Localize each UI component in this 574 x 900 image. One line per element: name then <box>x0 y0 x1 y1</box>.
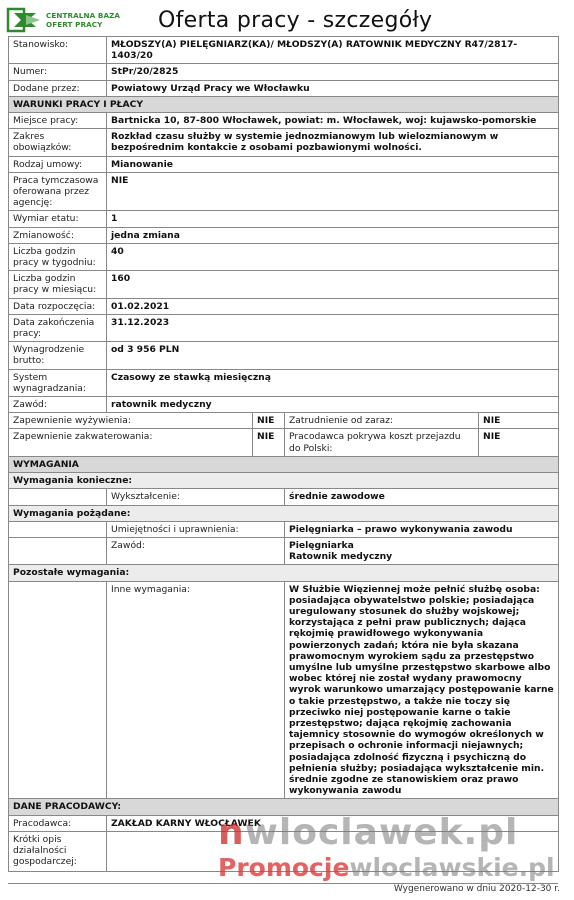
data-zak-label: Data zakończenia pracy: <box>9 314 107 341</box>
numer-label: Numer: <box>9 64 107 80</box>
data-zak-value: 31.12.2023 <box>107 314 559 341</box>
page-title: Oferta pracy - szczegóły <box>158 8 433 33</box>
row-wynagr <box>9 342 559 369</box>
section-wymagania <box>9 456 559 472</box>
row-numer <box>9 64 559 80</box>
godz-tyg-label: Liczba godzin pracy w tygodniu: <box>9 243 107 270</box>
row-godz-tyg <box>9 243 559 270</box>
section-wymagania-title: WYMAGANIA <box>9 456 559 472</box>
godz-tyg-value: 40 <box>107 243 559 270</box>
miejsce-label: Miejsce pracy: <box>9 113 107 129</box>
row-miejsce <box>9 113 559 129</box>
wynagr-value: od 3 956 PLN <box>107 342 559 369</box>
stanowisko-value: MŁODSZY(A) PIELĘGNIARZ(KA)/ MŁODSZY(A) RATOWNIK MEDYCZNY R47/2817-1403/20 <box>107 37 559 64</box>
row-wymiar <box>9 211 559 227</box>
zakres-label: Zakres obowiązków: <box>9 129 107 156</box>
pracodawca-value: ZAKŁAD KARNY WŁOCŁAWEK <box>107 815 559 831</box>
row-pozadane-title <box>9 505 559 521</box>
watermark-line2-a: Promocje <box>218 853 350 882</box>
wyzywienie-value: NIE <box>253 413 285 429</box>
data-rozp-label: Data rozpoczęcia: <box>9 298 107 314</box>
opis-label: Krótki opis działalności gospodarczej: <box>9 831 107 871</box>
zakwater-value: NIE <box>253 429 285 456</box>
row-godz-mies <box>9 271 559 298</box>
miejsce-value: Bartnicka 10, 87-800 Włocławek, powiat: m. Włocławek, woj: kujawsko-pomorskie <box>107 113 559 129</box>
wymiar-value: 1 <box>107 211 559 227</box>
wymiar-label: Wymiar etatu: <box>9 211 107 227</box>
wym-zawod-label: Zawód: <box>107 537 285 564</box>
header <box>0 0 574 38</box>
data-rozp-value: 01.02.2021 <box>107 298 559 314</box>
watermark-promocje <box>218 853 555 882</box>
zawod-label: Zawód: <box>9 397 107 413</box>
tymczasowa-value: NIE <box>107 172 559 211</box>
wym-zawod-value-2: Ratownik medyczny <box>289 551 393 563</box>
system-label: System wynagradzania: <box>9 369 107 396</box>
row-stanowisko <box>9 37 559 64</box>
wym-zawod-value-1: Pielęgniarka <box>289 539 354 551</box>
tymczasowa-label: Praca tymczasowa oferowana przez agencję: <box>9 172 107 211</box>
watermark-line1-b: wloclawek.pl <box>244 812 519 853</box>
pozadane-title: Wymagania pożądane: <box>9 505 559 521</box>
zakres-value: Rozkład czasu służby w systemie jednozmianowym lub wielozmianowym w bezpośrednim kontakcie z osobami pozbawionymi wolności. <box>107 129 559 156</box>
row-konieczne-title <box>9 473 559 489</box>
section-pracodawca-title: DANE PRACODAWCY: <box>9 799 559 815</box>
row-wym-zawod <box>9 537 559 564</box>
section-warunki-title: WARUNKI PRACY I PŁACY <box>9 96 559 112</box>
watermark-line1-a: n <box>218 812 245 853</box>
umowa-value: Mianowanie <box>107 156 559 172</box>
row-data-rozp <box>9 298 559 314</box>
cbop-logo <box>6 7 126 35</box>
row-zakwater <box>9 429 559 456</box>
watermark-nwloclawek <box>218 812 518 853</box>
logo-line-1: CENTRALNA BAZA <box>46 11 121 20</box>
pozostale-title: Pozostałe wymagania: <box>9 565 559 581</box>
offer-table <box>8 36 559 872</box>
cbop-logo-icon <box>6 7 42 33</box>
stanowisko-label: Stanowisko: <box>9 37 107 64</box>
umiejetnosci-value: Pielęgniarka – prawo wykonywania zawodu <box>285 521 559 537</box>
row-wyzywienie <box>9 413 559 429</box>
wyksztalcenie-label: Wykształcenie: <box>107 489 285 505</box>
wyzywienie-label: Zapewnienie wyżywienia: <box>9 413 253 429</box>
wyksztalcenie-value: średnie zawodowe <box>285 489 559 505</box>
godz-mies-label: Liczba godzin pracy w miesiącu: <box>9 271 107 298</box>
godz-mies-value: 160 <box>107 271 559 298</box>
row-system <box>9 369 559 396</box>
zatrudnienie-value: NIE <box>479 413 559 429</box>
generated-date: Wygenerowano w dniu 2020-12-30 r. <box>393 884 560 894</box>
system-value: Czasowy ze stawką miesięczną <box>107 369 559 396</box>
row-zmianowosc <box>9 227 559 243</box>
dodane-value: Powiatowy Urząd Pracy we Włocławku <box>107 80 559 96</box>
pracodawca-label: Pracodawca: <box>9 815 107 831</box>
row-tymczasowa <box>9 172 559 211</box>
dodane-label: Dodane przez: <box>9 80 107 96</box>
przejazd-label: Pracodawca pokrywa koszt przejazdu do Polski: <box>285 429 479 456</box>
row-umowa <box>9 156 559 172</box>
row-umiejetnosci <box>9 521 559 537</box>
inne-label: Inne wymagania: <box>107 581 285 799</box>
zmianowosc-value: jedna zmiana <box>107 227 559 243</box>
umowa-label: Rodzaj umowy: <box>9 156 107 172</box>
logo-line-2: OFERT PRACY <box>46 20 103 29</box>
section-warunki <box>9 96 559 112</box>
row-data-zak <box>9 314 559 341</box>
row-dodane <box>9 80 559 96</box>
przejazd-value: NIE <box>479 429 559 456</box>
zakwater-label: Zapewnienie zakwaterowania: <box>9 429 253 456</box>
zmianowosc-label: Zmianowość: <box>9 227 107 243</box>
row-zawod <box>9 397 559 413</box>
numer-value: StPr/20/2825 <box>107 64 559 80</box>
wynagr-label: Wynagrodzenie brutto: <box>9 342 107 369</box>
wym-zawod-value <box>285 537 559 564</box>
konieczne-title: Wymagania konieczne: <box>9 473 559 489</box>
watermark-line2-b: wloclawskie.pl <box>349 853 555 882</box>
row-pozostale-title <box>9 565 559 581</box>
row-inne <box>9 581 559 799</box>
zawod-value: ratownik medyczny <box>107 397 559 413</box>
row-zakres <box>9 129 559 156</box>
row-wyksztalcenie <box>9 489 559 505</box>
zatrudnienie-label: Zatrudnienie od zaraz: <box>285 413 479 429</box>
inne-value: W Służbie Więziennej może pełnić służbę osoba: posiadająca obywatelstwo polskie; posiadająca uregulowany stosunek do służby wojskowej; korzystająca z pełni praw publicznych; dająca rękojmię prawidłowego wykonywania powierzonych zadań; która nie była skazana prawomocnym wyrokiem sądu za przestępstwo umyślne lub umyślne przestępstwo skarbowe albo wobec której nie został wydany prawomocny wyrok warunkowo umarzający postępowanie karne o takie przestępstwo, a także nie toczy się przeciwko niej postępowanie karne o takie przestępstwo; dająca rękojmię zachowania tajemnicy stosownie do wymogów określonych w przepisach o ochronie informacji niejawnych; posiadająca zdolność fizyczną i psychiczną do pełnienia służby; posiadająca wykształcenie min. średnie zgodne ze stanowiskiem oraz prawo wykonywania zawodu <box>285 581 559 799</box>
umiejetnosci-label: Umiejętności i uprawnienia: <box>107 521 285 537</box>
